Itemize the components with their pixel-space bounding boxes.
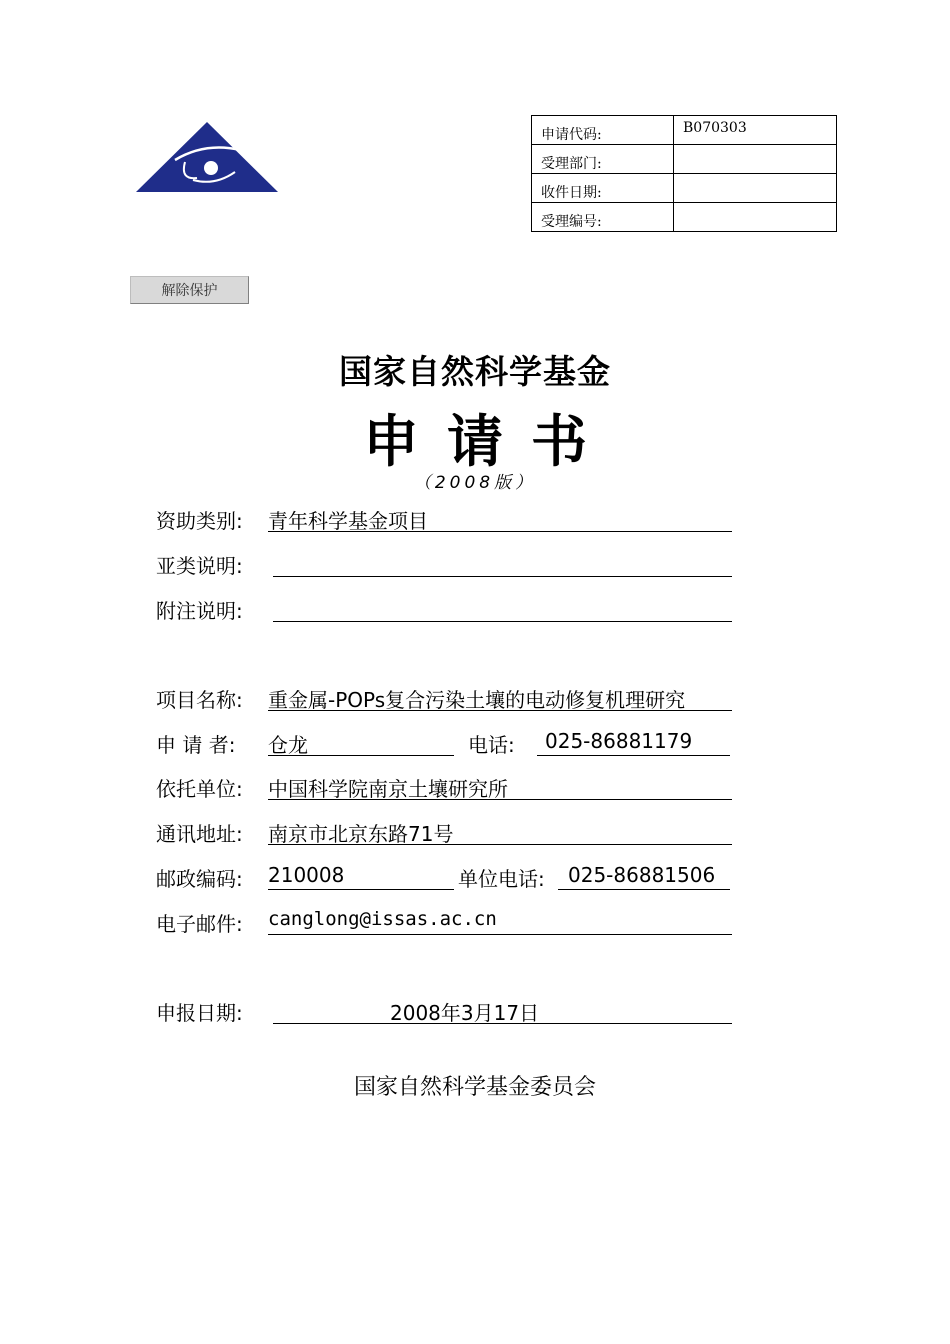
project-name-label: 项目名称: — [156, 688, 243, 712]
nsfc-logo — [135, 120, 280, 195]
unprotect-button[interactable]: 解除保护 — [130, 276, 249, 304]
issuer-footer: 国家自然科学基金委员会 — [353, 1075, 596, 1100]
subtype-underline — [273, 576, 732, 577]
table-row — [532, 203, 837, 232]
institution-label: 依托单位: — [156, 777, 243, 801]
postcode-field[interactable]: 210008 — [268, 863, 345, 887]
email-field[interactable]: canglong@issas.ac.cn — [268, 908, 497, 930]
project-name-field[interactable]: 重金属-POPs复合污染土壤的电动修复机理研究 — [268, 688, 686, 712]
applicant-field[interactable]: 仓龙 — [268, 733, 308, 757]
funding-type-label: 资助类别: — [156, 509, 243, 533]
table-row — [532, 174, 837, 203]
unit-phone-label: 单位电话: — [458, 867, 545, 891]
email-underline — [268, 934, 732, 935]
receipt-info-table — [531, 115, 837, 232]
document-title: 申请书 — [363, 410, 615, 475]
funding-type-field[interactable]: 青年科学基金项目 — [268, 509, 428, 533]
phone-field[interactable]: 025-86881179 — [545, 729, 693, 753]
table-row — [532, 116, 837, 145]
phone-label: 电话: — [468, 733, 515, 757]
institution-field[interactable]: 中国科学院南京土壤研究所 — [268, 777, 508, 801]
address-field[interactable]: 南京市北京东路71号 — [268, 822, 454, 846]
subtype-label: 亚类说明: — [156, 554, 243, 578]
table-row — [532, 145, 837, 174]
phone-underline — [537, 755, 730, 756]
unit-phone-underline — [558, 889, 730, 890]
table-cell-label: 受理编号: — [532, 203, 674, 232]
table-cell-label: 申请代码: — [532, 116, 674, 145]
table-cell-value — [674, 203, 837, 232]
unit-phone-field[interactable]: 025-86881506 — [568, 863, 716, 887]
applicant-label: 申 请 者: — [156, 733, 236, 757]
note-label: 附注说明: — [156, 599, 243, 623]
note-underline — [273, 621, 732, 622]
email-label: 电子邮件: — [156, 912, 243, 936]
postcode-label: 邮政编码: — [156, 867, 243, 891]
table-cell-label: 收件日期: — [532, 174, 674, 203]
date-label: 申报日期: — [156, 1001, 243, 1025]
table-cell-value: B070303 — [674, 116, 837, 145]
version-label: （2008版） — [413, 473, 537, 493]
table-cell-label: 受理部门: — [532, 145, 674, 174]
table-cell-value — [674, 174, 837, 203]
page-title: 国家自然科学基金 — [339, 352, 611, 391]
address-label: 通讯地址: — [156, 822, 243, 846]
postcode-underline — [268, 889, 454, 890]
table-cell-value — [674, 145, 837, 174]
date-field[interactable]: 2008年3月17日 — [390, 1001, 540, 1025]
